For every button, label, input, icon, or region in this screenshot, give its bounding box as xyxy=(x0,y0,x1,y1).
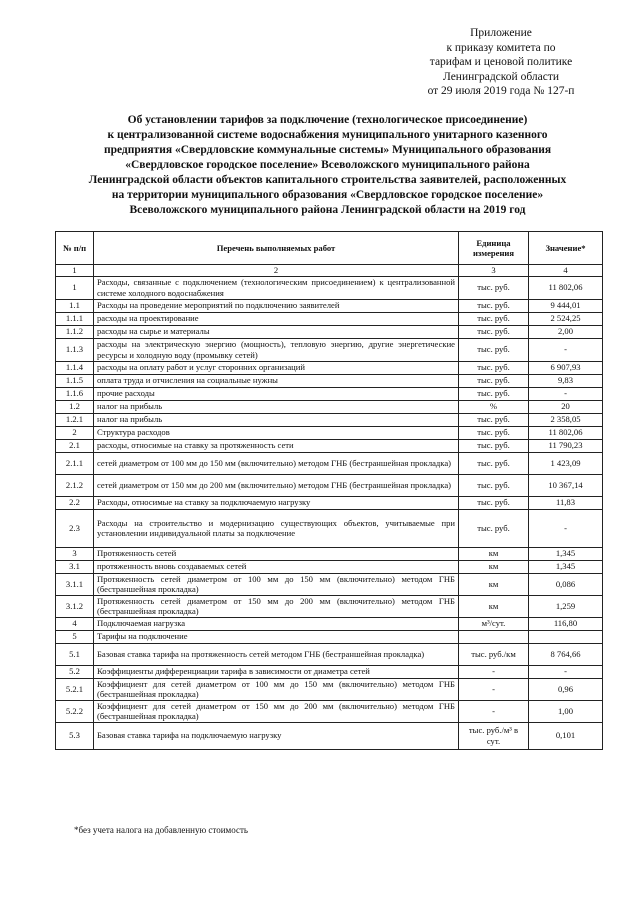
table-row xyxy=(56,573,603,595)
index-cell: 3 xyxy=(459,265,529,277)
table-row xyxy=(56,439,603,452)
tariff-table xyxy=(55,231,603,750)
row-name: Коэффициент для сетей диаметром от 150 мм до 200 мм (включительно) методом ГНБ (бестраншейная прокладка) xyxy=(94,700,459,722)
table-row xyxy=(56,474,603,496)
row-value: 1,345 xyxy=(529,560,603,573)
row-num: 1.2 xyxy=(56,400,94,413)
row-value: 2 358,05 xyxy=(529,413,603,426)
document-title xyxy=(40,113,615,218)
title-line: Всеволожского муниципального района Ленинградской области на 2019 год xyxy=(129,204,526,216)
row-num: 1.1.2 xyxy=(56,325,94,338)
row-value: 2 524,25 xyxy=(529,312,603,325)
row-num: 3.1 xyxy=(56,560,94,573)
row-num: 1.1.4 xyxy=(56,361,94,374)
row-unit: тыс. руб. xyxy=(459,413,529,426)
title-line: Ленинградской области объектов капитального строительства заявителей, расположенных xyxy=(88,174,567,186)
row-unit: м³/сут. xyxy=(459,617,529,630)
row-name: Протяженность сетей диаметром от 150 мм до 200 мм (включительно) методом ГНБ (бестраншейная прокладка) xyxy=(94,595,459,617)
title-line: к централизованной системе водоснабжения муниципального унитарного казенного xyxy=(107,129,548,141)
row-unit: - xyxy=(459,700,529,722)
row-value: 9,83 xyxy=(529,374,603,387)
row-unit: тыс. руб. xyxy=(459,509,529,547)
row-value: 2,00 xyxy=(529,325,603,338)
row-value: - xyxy=(529,665,603,678)
row-num: 4 xyxy=(56,617,94,630)
row-unit: км xyxy=(459,560,529,573)
title-line: «Свердловское городское поселение» Всеволожского муниципального района xyxy=(125,159,530,171)
row-name: оплата труда и отчисления на социальные нужны xyxy=(94,374,459,387)
table-row xyxy=(56,509,603,547)
row-num: 2.1.2 xyxy=(56,474,94,496)
table-row xyxy=(56,617,603,630)
row-value: 11,83 xyxy=(529,496,603,509)
row-num: 2.1.1 xyxy=(56,452,94,474)
table-row xyxy=(56,547,603,560)
row-num: 2.3 xyxy=(56,509,94,547)
table-row xyxy=(56,413,603,426)
row-num: 5.2.2 xyxy=(56,700,94,722)
footnote: *без учета налога на добавленную стоимость xyxy=(74,825,249,835)
row-name: Протяженность сетей xyxy=(94,547,459,560)
table-row xyxy=(56,630,603,643)
row-name: Базовая ставка тарифа на подключаемую нагрузку xyxy=(94,722,459,749)
row-name: Расходы, связанные с подключением (технологическим присоединением) к централизованной системе холодного водоснабжения xyxy=(94,276,459,299)
row-name: Расходы на проведение мероприятий по подключению заявителей xyxy=(94,299,459,312)
row-value: - xyxy=(529,387,603,400)
row-value: 1,00 xyxy=(529,700,603,722)
appendix-line: Ленинградской области xyxy=(442,70,560,83)
row-unit: тыс. руб. xyxy=(459,474,529,496)
row-unit: тыс. руб. xyxy=(459,361,529,374)
row-value: 11 802,06 xyxy=(529,276,603,299)
row-unit: тыс. руб. xyxy=(459,387,529,400)
row-name: Структура расходов xyxy=(94,426,459,439)
row-num: 1.1.3 xyxy=(56,338,94,361)
row-value: 1,259 xyxy=(529,595,603,617)
header-value: Значение* xyxy=(529,232,603,265)
table-row xyxy=(56,496,603,509)
table-row xyxy=(56,643,603,665)
row-name: расходы на оплату работ и услуг сторонних организаций xyxy=(94,361,459,374)
row-num: 1.1.1 xyxy=(56,312,94,325)
row-unit: % xyxy=(459,400,529,413)
appendix-line: от 29 июля 2019 года № 127-п xyxy=(427,85,575,97)
row-num: 5.1 xyxy=(56,643,94,665)
row-num: 1.1.5 xyxy=(56,374,94,387)
title-line: Об установлении тарифов за подключение (технологическое присоединение) xyxy=(127,114,528,126)
row-name: протяженность вновь создаваемых сетей xyxy=(94,560,459,573)
row-unit: тыс. руб. xyxy=(459,312,529,325)
table-body xyxy=(56,276,603,749)
table-row xyxy=(56,665,603,678)
row-unit: тыс. руб. xyxy=(459,452,529,474)
row-unit xyxy=(459,630,529,643)
row-name: прочие расходы xyxy=(94,387,459,400)
index-cell: 4 xyxy=(529,265,603,277)
row-num: 2.1 xyxy=(56,439,94,452)
table-header-row xyxy=(56,232,603,265)
index-cell: 1 xyxy=(56,265,94,277)
row-name: Базовая ставка тарифа на протяженность сетей методом ГНБ (бестраншейная прокладка) xyxy=(94,643,459,665)
title-line: на территории муниципального образования «Свердловское городское поселение» xyxy=(111,189,544,201)
header-name: Перечень выполняемых работ xyxy=(94,232,459,265)
row-value: - xyxy=(529,509,603,547)
table-index-row xyxy=(56,265,603,277)
table-row xyxy=(56,299,603,312)
table-row xyxy=(56,374,603,387)
row-num: 5.2.1 xyxy=(56,678,94,700)
row-name: Протяженность сетей диаметром от 100 мм до 150 мм (включительно) методом ГНБ (бестраншейная прокладка) xyxy=(94,573,459,595)
table-row xyxy=(56,338,603,361)
row-num: 2.2 xyxy=(56,496,94,509)
header-unit: Единица измерения xyxy=(459,232,529,265)
row-value: 116,80 xyxy=(529,617,603,630)
row-num: 1.1 xyxy=(56,299,94,312)
row-name: Расходы, относимые на ставку за подключаемую нагрузку xyxy=(94,496,459,509)
table-row xyxy=(56,560,603,573)
row-name: Тарифы на подключение xyxy=(94,630,459,643)
row-unit: тыс. руб. xyxy=(459,299,529,312)
row-num: 5 xyxy=(56,630,94,643)
table-row xyxy=(56,361,603,374)
row-value: - xyxy=(529,338,603,361)
row-num: 5.2 xyxy=(56,665,94,678)
table-row xyxy=(56,700,603,722)
row-value: 8 764,66 xyxy=(529,643,603,665)
row-unit: тыс. руб./км xyxy=(459,643,529,665)
row-unit: км xyxy=(459,547,529,560)
table-row xyxy=(56,722,603,749)
row-unit: км xyxy=(459,595,529,617)
row-value xyxy=(529,630,603,643)
row-num: 1 xyxy=(56,276,94,299)
row-unit: тыс. руб. xyxy=(459,325,529,338)
row-name: Коэффициенты дифференциации тарифа в зависимости от диаметра сетей xyxy=(94,665,459,678)
table-row xyxy=(56,426,603,439)
title-line: предприятия «Свердловские коммунальные системы» Муниципального образования xyxy=(103,144,552,156)
row-value: 1 423,09 xyxy=(529,452,603,474)
row-unit: тыс. руб. xyxy=(459,276,529,299)
row-unit: тыс. руб. xyxy=(459,496,529,509)
row-value: 20 xyxy=(529,400,603,413)
row-name: налог на прибыль xyxy=(94,413,459,426)
row-num: 1.1.6 xyxy=(56,387,94,400)
row-name: Подключаемая нагрузка xyxy=(94,617,459,630)
table-row xyxy=(56,276,603,299)
row-unit: тыс. руб. xyxy=(459,439,529,452)
table-row xyxy=(56,595,603,617)
row-num: 3 xyxy=(56,547,94,560)
row-unit: км xyxy=(459,573,529,595)
row-name: расходы на сырье и материалы xyxy=(94,325,459,338)
row-unit: тыс. руб./м³ в сут. xyxy=(459,722,529,749)
row-num: 5.3 xyxy=(56,722,94,749)
row-value: 1,345 xyxy=(529,547,603,560)
row-name: сетей диаметром от 150 мм до 200 мм (включительно) методом ГНБ (бестраншейная прокладка) xyxy=(94,474,459,496)
row-num: 3.1.1 xyxy=(56,573,94,595)
row-num: 3.1.2 xyxy=(56,595,94,617)
row-name: расходы на проектирование xyxy=(94,312,459,325)
table-row xyxy=(56,387,603,400)
table-row xyxy=(56,312,603,325)
row-value: 6 907,93 xyxy=(529,361,603,374)
row-value: 0,96 xyxy=(529,678,603,700)
appendix-line: Приложение xyxy=(470,27,532,39)
row-name: расходы, относимые на ставку за протяженность сети xyxy=(94,439,459,452)
row-unit: - xyxy=(459,665,529,678)
row-num: 1.2.1 xyxy=(56,413,94,426)
table-row xyxy=(56,678,603,700)
row-value: 0,101 xyxy=(529,722,603,749)
row-name: Расходы на строительство и модернизацию существующих объектов, учитываемые при установлении индивидуальной платы за подключение xyxy=(94,509,459,547)
row-name: налог на прибыль xyxy=(94,400,459,413)
row-name: Коэффициент для сетей диаметром от 100 мм до 150 мм (включительно) методом ГНБ (бестраншейная прокладка) xyxy=(94,678,459,700)
table-row xyxy=(56,452,603,474)
table-row xyxy=(56,325,603,338)
row-unit: тыс. руб. xyxy=(459,374,529,387)
row-value: 0,086 xyxy=(529,573,603,595)
row-value: 11 802,06 xyxy=(529,426,603,439)
row-unit: тыс. руб. xyxy=(459,338,529,361)
appendix-line: тарифам и ценовой политике xyxy=(429,56,573,68)
row-name: сетей диаметром от 100 мм до 150 мм (включительно) методом ГНБ (бестраншейная прокладка) xyxy=(94,452,459,474)
row-num: 2 xyxy=(56,426,94,439)
row-unit: тыс. руб. xyxy=(459,426,529,439)
row-unit: - xyxy=(459,678,529,700)
appendix-line: к приказу комитета по xyxy=(446,41,556,54)
table-row xyxy=(56,400,603,413)
index-cell: 2 xyxy=(94,265,459,277)
row-value: 9 444,01 xyxy=(529,299,603,312)
header-num: № п/п xyxy=(56,232,94,265)
row-value: 10 367,14 xyxy=(529,474,603,496)
row-name: расходы на электрическую энергию (мощность), тепловую энергию, другие энергетические ресурсы и холодную воду (промывку сетей) xyxy=(94,338,459,361)
appendix-block xyxy=(376,26,626,99)
row-value: 11 790,23 xyxy=(529,439,603,452)
